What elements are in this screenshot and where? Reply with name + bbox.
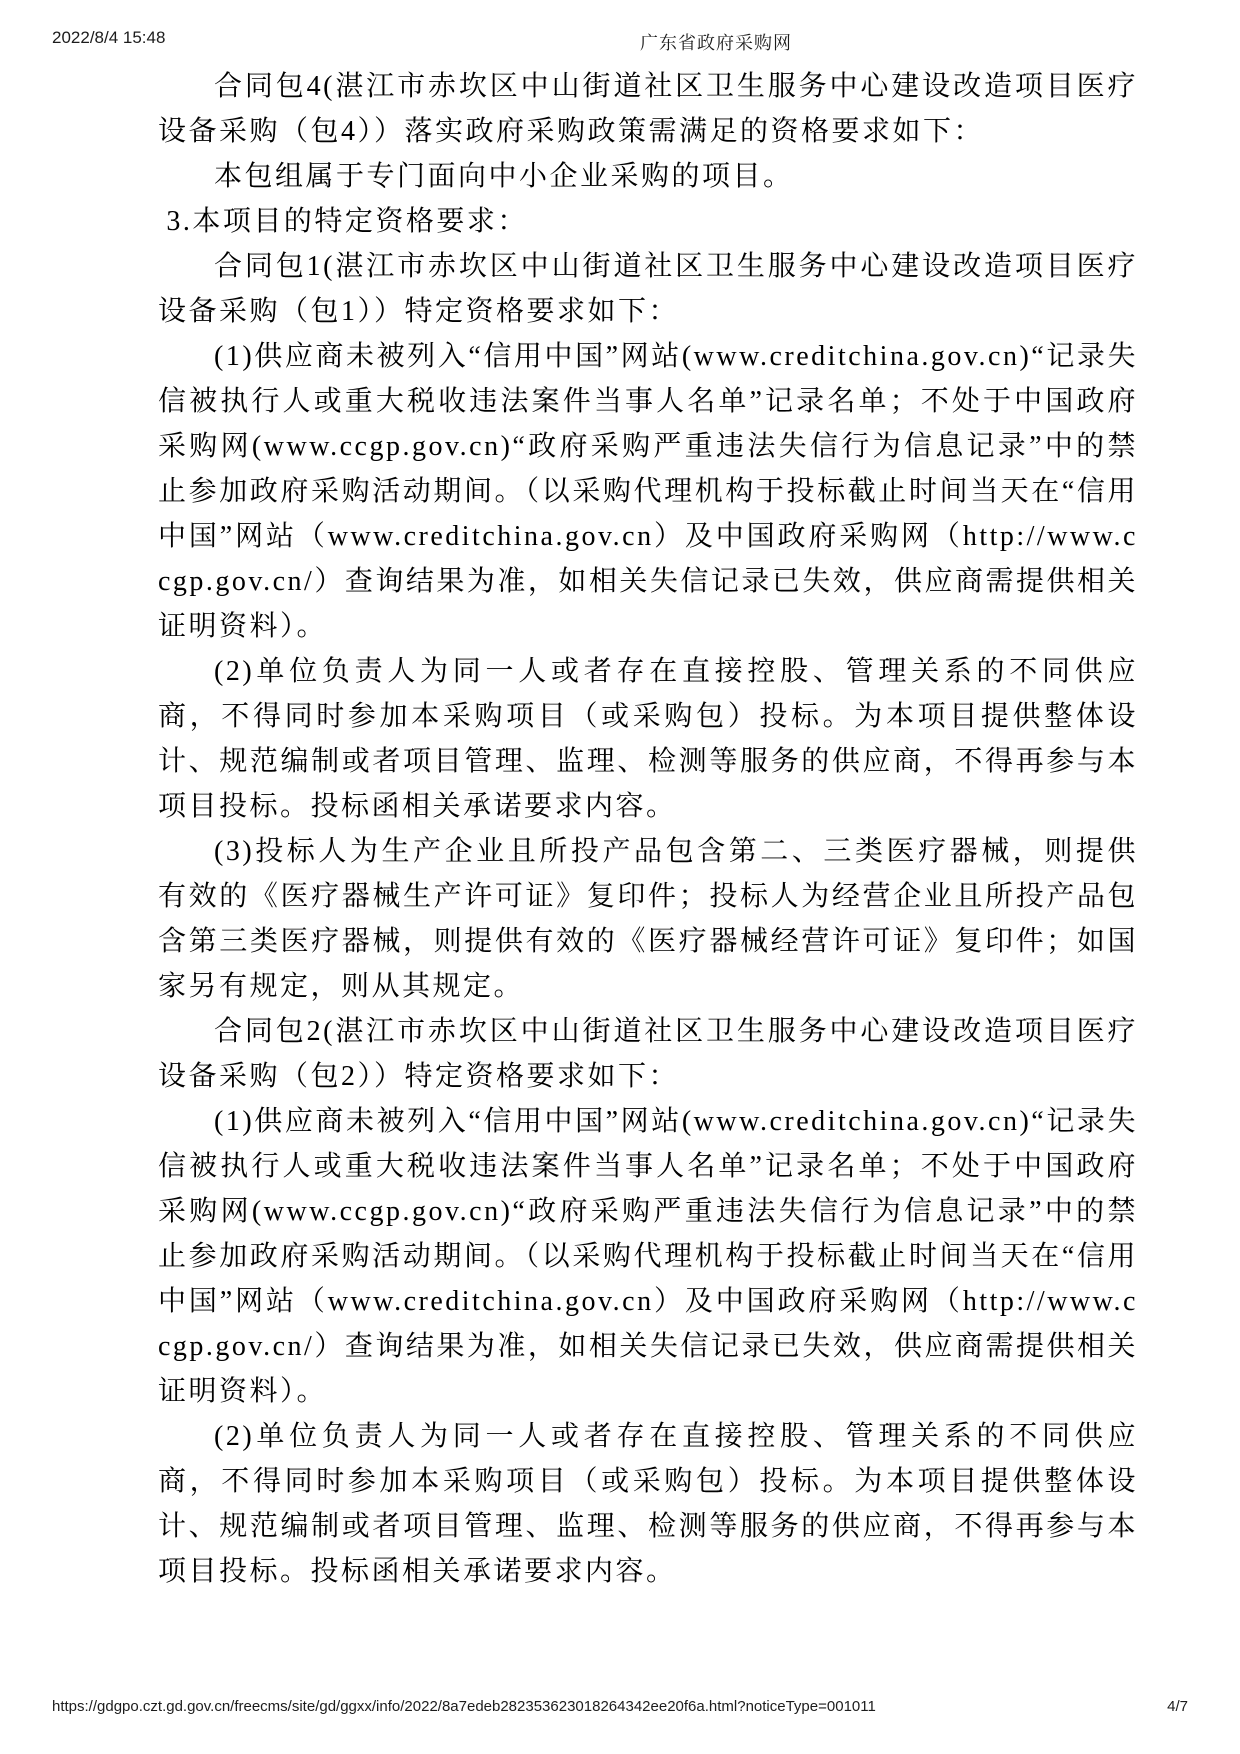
document-body bbox=[158, 64, 1138, 1594]
paragraph-package1-intro: 合同包1(湛江市赤坎区中山街道社区卫生服务中心建设改造项目医疗设备采购（包1））特定资格要求如下： bbox=[158, 251, 1138, 327]
print-header bbox=[52, 28, 1188, 52]
paragraph-package2-intro: 合同包2(湛江市赤坎区中山街道社区卫生服务中心建设改造项目医疗设备采购（包2））特定资格要求如下： bbox=[158, 1016, 1138, 1092]
source-url: https://gdgpo.czt.gd.gov.cn/freecms/site/gd/ggxx/info/2022/8a7edeb282353623018264342ee20f6a.html?noticeType=001011 bbox=[52, 1698, 876, 1715]
paragraph-package4-requirements: 合同包4(湛江市赤坎区中山街道社区卫生服务中心建设改造项目医疗设备采购（包4））落实政府采购政策需满足的资格要求如下： bbox=[158, 71, 1138, 147]
paragraph-package1-item2: (2)单位负责人为同一人或者存在直接控股、管理关系的不同供应商，不得同时参加本采购项目（或采购包）投标。为本项目提供整体设计、规范编制或者项目管理、监理、检测等服务的供应商，不得再参与本项目投标。投标函相关承诺要求内容。 bbox=[158, 656, 1138, 822]
paragraph-section3-heading: 3.本项目的特定资格要求： bbox=[166, 206, 528, 237]
page-number: 4/7 bbox=[1167, 1698, 1188, 1715]
print-footer bbox=[52, 1698, 1188, 1720]
print-datetime: 2022/8/4 15:48 bbox=[52, 28, 166, 47]
site-title: 广东省政府采购网 bbox=[640, 33, 792, 53]
paragraph-package2-item2: (2)单位负责人为同一人或者存在直接控股、管理关系的不同供应商，不得同时参加本采购项目（或采购包）投标。为本项目提供整体设计、规范编制或者项目管理、监理、检测等服务的供应商，不得再参与本项目投标。投标函相关承诺要求内容。 bbox=[158, 1421, 1138, 1587]
paragraph-sme-note: 本包组属于专门面向中小企业采购的项目。 bbox=[214, 161, 794, 192]
paragraph-package1-item3: (3)投标人为生产企业且所投产品包含第二、三类医疗器械，则提供有效的《医疗器械生产许可证》复印件；投标人为经营企业且所投产品包含第三类医疗器械，则提供有效的《医疗器械经营许可证》复印件；如国家另有规定，则从其规定。 bbox=[158, 836, 1138, 1002]
paragraph-package2-item1: (1)供应商未被列入“信用中国”网站(www.creditchina.gov.cn)“记录失信被执行人或重大税收违法案件当事人名单”记录名单；不处于中国政府采购网(www.ccgp.gov.cn)“政府采购严重违法失信行为信息记录”中的禁止参加政府采购活动期间。（以采购代理机构于投标截止时间当天在“信用中国”网站（www.creditchina.gov.cn）及中国政府采购网（http://www.ccgp.gov.cn/）查询结果为准，如相关失信记录已失效，供应商需提供相关证明资料）。 bbox=[158, 1106, 1138, 1407]
paragraph-package1-item1: (1)供应商未被列入“信用中国”网站(www.creditchina.gov.cn)“记录失信被执行人或重大税收违法案件当事人名单”记录名单；不处于中国政府采购网(www.ccgp.gov.cn)“政府采购严重违法失信行为信息记录”中的禁止参加政府采购活动期间。（以采购代理机构于投标截止时间当天在“信用中国”网站（www.creditchina.gov.cn）及中国政府采购网（http://www.ccgp.gov.cn/）查询结果为准，如相关失信记录已失效，供应商需提供相关证明资料）。 bbox=[158, 341, 1138, 642]
